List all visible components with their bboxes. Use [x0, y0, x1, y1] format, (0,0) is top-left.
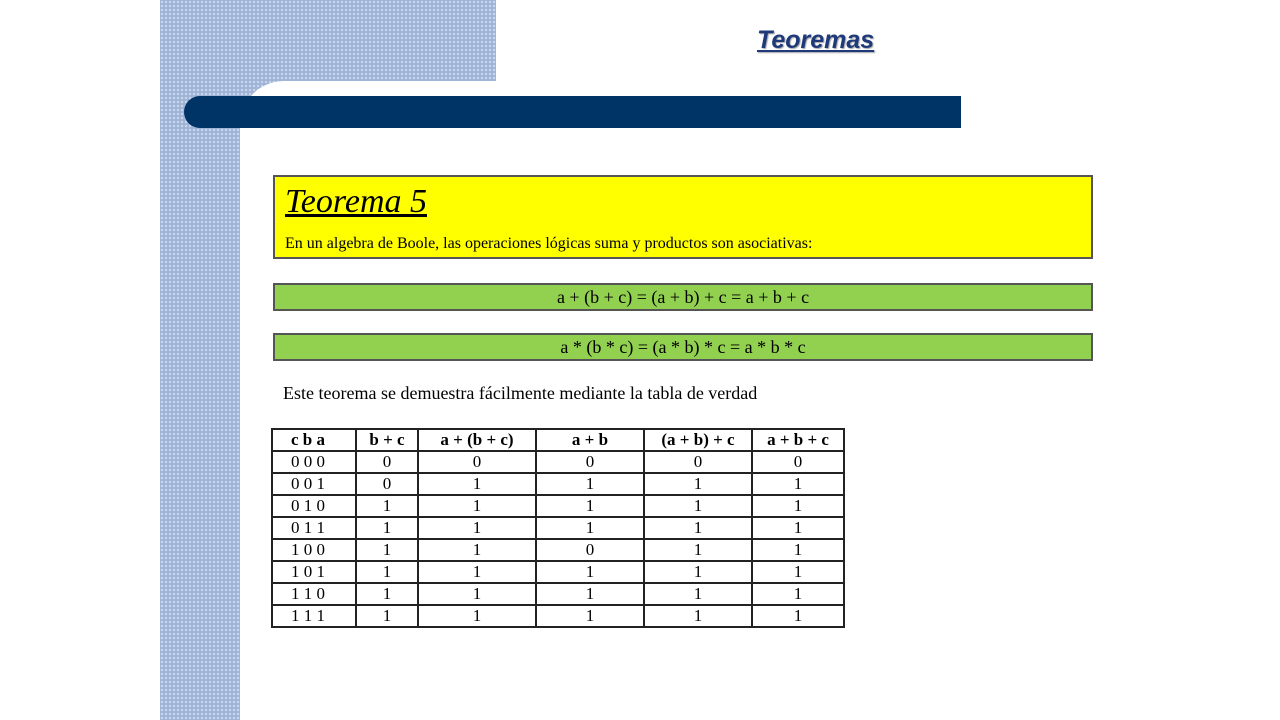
table-cell: 1: [644, 583, 752, 605]
table-row: [272, 451, 844, 473]
table-row: [272, 583, 844, 605]
table-cell: 1: [644, 561, 752, 583]
intro-text: Este teorema se demuestra fácilmente mediante la tabla de verdad: [283, 383, 758, 403]
table-cell: 1: [536, 561, 644, 583]
column-header: (a + b) + c: [644, 429, 752, 451]
table-cell: 1: [752, 495, 844, 517]
formula-sum: a + (b + c) = (a + b) + c = a + b + c: [273, 283, 1093, 311]
table-row: [272, 605, 844, 627]
formula-product: a * (b * c) = (a * b) * c = a * b * c: [273, 333, 1093, 361]
table-cell: 1: [752, 583, 844, 605]
table-cell: 1: [536, 473, 644, 495]
table-header-row: [272, 429, 844, 451]
table-cell: 1 1 1: [272, 605, 356, 627]
table-row: [272, 539, 844, 561]
table-cell: 1: [356, 495, 418, 517]
table-row: [272, 517, 844, 539]
table-cell: 1: [356, 539, 418, 561]
table-cell: 1: [644, 605, 752, 627]
table-row: [272, 561, 844, 583]
table-cell: 0: [752, 451, 844, 473]
table-cell: 1 0 1: [272, 561, 356, 583]
table-cell: 0 0 0: [272, 451, 356, 473]
table-cell: 1: [752, 539, 844, 561]
table-cell: 1: [536, 605, 644, 627]
slide-title: Teoremas: [757, 26, 875, 54]
table-row: [272, 495, 844, 517]
title-bar: [184, 96, 961, 128]
table-cell: 0 1 1: [272, 517, 356, 539]
truth-table: [271, 428, 845, 628]
table-cell: 1: [536, 517, 644, 539]
table-cell: 1: [644, 495, 752, 517]
table-cell: 0: [644, 451, 752, 473]
column-header: a + (b + c): [418, 429, 536, 451]
table-cell: 1: [644, 517, 752, 539]
table-cell: 1: [752, 473, 844, 495]
table-cell: 1: [418, 583, 536, 605]
table-cell: 1: [418, 539, 536, 561]
table-cell: 1: [356, 561, 418, 583]
table-cell: 1: [536, 583, 644, 605]
table-row: [272, 473, 844, 495]
table-cell: 1 0 0: [272, 539, 356, 561]
table-cell: 0: [536, 539, 644, 561]
table-cell: 0: [536, 451, 644, 473]
table-cell: 1: [418, 495, 536, 517]
table-cell: 1: [752, 517, 844, 539]
table-cell: 1: [644, 539, 752, 561]
column-header: c b a: [272, 429, 356, 451]
table-cell: 1: [418, 473, 536, 495]
column-header: a + b + c: [752, 429, 844, 451]
theorem-heading: Teorema 5: [285, 183, 427, 220]
table-cell: 1: [356, 583, 418, 605]
table-cell: 1: [356, 517, 418, 539]
theorem-description: En un algebra de Boole, las operaciones lógicas suma y productos son asociativas:: [285, 235, 813, 252]
table-cell: 0: [418, 451, 536, 473]
table-cell: 0 0 1: [272, 473, 356, 495]
table-cell: 1: [752, 605, 844, 627]
column-header: a + b: [536, 429, 644, 451]
table-cell: 0: [356, 451, 418, 473]
table-cell: 0: [356, 473, 418, 495]
table-cell: 1: [536, 495, 644, 517]
table-cell: 1: [644, 473, 752, 495]
table-cell: 1: [418, 517, 536, 539]
theorem-box: [273, 175, 1093, 259]
table-cell: 1: [752, 561, 844, 583]
column-header: b + c: [356, 429, 418, 451]
table-cell: 1 1 0: [272, 583, 356, 605]
table-cell: 1: [356, 605, 418, 627]
table-cell: 1: [418, 605, 536, 627]
table-cell: 1: [418, 561, 536, 583]
table-cell: 0 1 0: [272, 495, 356, 517]
